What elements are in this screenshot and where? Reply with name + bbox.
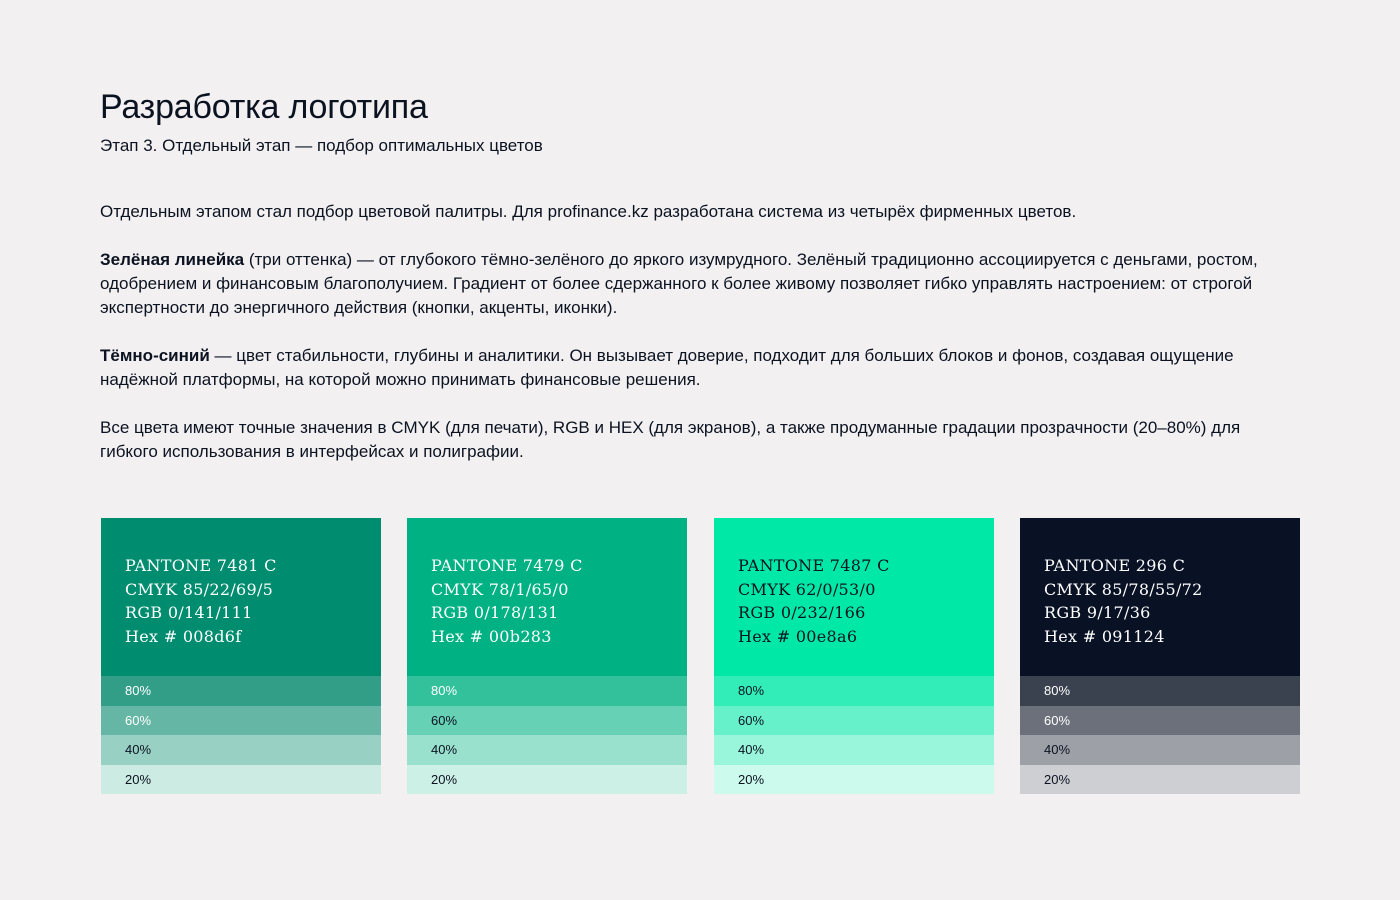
tint-40: 40% (101, 735, 381, 765)
tint-80: 80% (101, 676, 381, 706)
swatch-pantone-7487 (714, 518, 994, 794)
green-heading: Зелёная линейка (100, 250, 245, 269)
swatch-main-color (714, 518, 994, 676)
tint-80: 80% (714, 676, 994, 706)
pantone-code: PANTONE 7479 C (431, 556, 583, 575)
cmyk-value: CMYK 85/22/69/5 (125, 579, 274, 599)
tint-20: 20% (714, 765, 994, 795)
swatch-pantone-7481 (101, 518, 381, 794)
page-subtitle: Этап 3. Отдельный этап — подбор оптимальных цветов (100, 136, 543, 155)
description (100, 200, 1300, 488)
hex-value: Hex # 00b283 (431, 626, 552, 646)
blue-heading: Тёмно-синий (100, 346, 210, 365)
tint-60: 60% (407, 706, 687, 736)
hex-value: Hex # 008d6f (125, 626, 242, 646)
intro-paragraph: Отдельным этапом стал подбор цветовой палитры. Для profinance.kz разработана система из четырёх фирменных цветов. (100, 202, 1077, 221)
rgb-value: RGB 9/17/36 (1044, 603, 1151, 622)
tint-20: 20% (407, 765, 687, 795)
swatch-main-color (1020, 518, 1300, 676)
tint-60: 60% (101, 706, 381, 736)
pantone-code: PANTONE 7487 C (738, 556, 890, 575)
hex-value: Hex # 091124 (1044, 626, 1165, 646)
color-palette (101, 518, 1301, 794)
cmyk-value: CMYK 62/0/53/0 (738, 579, 876, 599)
tint-40: 40% (714, 735, 994, 765)
pantone-code: PANTONE 7481 C (125, 556, 277, 575)
page-title: Разработка логотипа (100, 88, 428, 126)
tint-20: 20% (101, 765, 381, 795)
tint-60: 60% (1020, 706, 1300, 736)
tint-40: 40% (1020, 735, 1300, 765)
swatch-pantone-296 (1020, 518, 1300, 794)
rgb-value: RGB 0/178/131 (431, 603, 559, 622)
green-paragraph (100, 248, 1300, 320)
tint-20: 20% (1020, 765, 1300, 795)
rgb-value: RGB 0/232/166 (738, 603, 866, 622)
rgb-value: RGB 0/141/111 (125, 603, 253, 622)
outro-paragraph: Все цвета имеют точные значения в CMYK (для печати), RGB и HEX (для экранов), а также продуманные градации прозрачности (20–80%) для гибкого использования в интерфейсах и полиграфии. (100, 418, 1241, 461)
tint-40: 40% (407, 735, 687, 765)
blue-text: — цвет стабильности, глубины и аналитики. Он вызывает доверие, подходит для больших блоков и фонов, создавая ощущение надёжной платформы, на которой можно принимать финансовые решения. (100, 346, 1234, 389)
tint-80: 80% (1020, 676, 1300, 706)
swatch-main-color (407, 518, 687, 676)
hex-value: Hex # 00e8a6 (738, 626, 858, 646)
cmyk-value: CMYK 78/1/65/0 (431, 579, 569, 599)
cmyk-value: CMYK 85/78/55/72 (1044, 579, 1203, 599)
blue-paragraph (100, 344, 1300, 392)
green-text: (три оттенка) — от глубокого тёмно-зелёного до яркого изумрудного. Зелёный традиционно ассоциируется с деньгами, ростом, одобрением и финансовым благополучием. Градиент от более сдержанного к более живому позволяет гибко управлять настроением: от строгой экспертности до энергичного действия (кнопки, акценты, иконки). (100, 250, 1258, 317)
pantone-code: PANTONE 296 C (1044, 556, 1186, 575)
swatch-pantone-7479 (407, 518, 687, 794)
tint-80: 80% (407, 676, 687, 706)
tint-60: 60% (714, 706, 994, 736)
swatch-main-color (101, 518, 381, 676)
